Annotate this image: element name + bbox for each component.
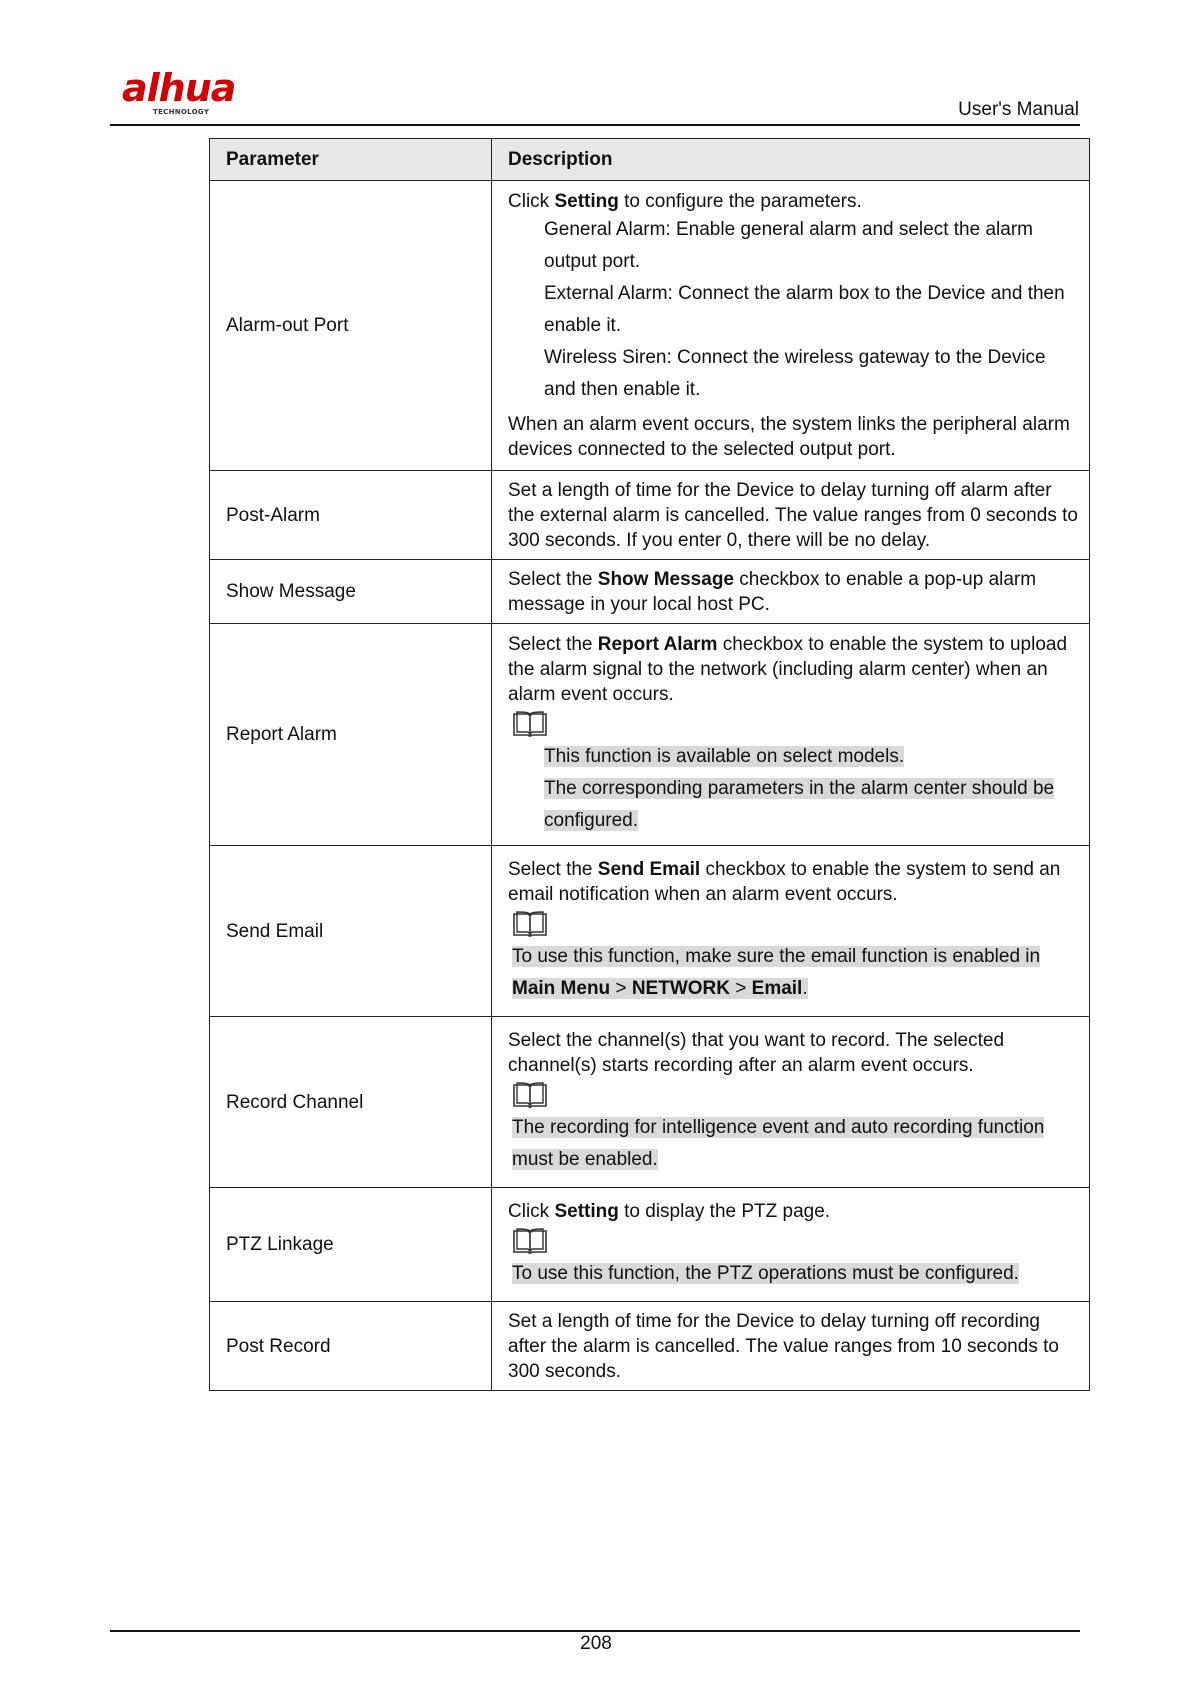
param-cell: PTZ Linkage (210, 1188, 492, 1302)
text: Select the (508, 568, 598, 590)
param-cell: Alarm-out Port (210, 181, 492, 471)
description-cell (492, 1188, 1090, 1302)
param-cell: Send Email (210, 846, 492, 1017)
description-cell (492, 471, 1090, 560)
text: To use this function, make sure the email function is enabled in (512, 946, 1041, 967)
dahua-logo (120, 66, 260, 122)
param-cell: Post Record (210, 1302, 492, 1391)
menu-path-main: Main Menu (512, 978, 611, 999)
text: . (802, 978, 808, 999)
text: Click (508, 1201, 555, 1222)
desc-text: Set a length of time for the Device to delay turning off recording after the alarm is cancelled. The value ranges from 10 seconds to 300 seconds. (508, 1310, 1059, 1382)
note-text (512, 946, 1040, 999)
note-text: This function is available on select models. (544, 746, 905, 767)
ui-term: Send Email (597, 859, 701, 880)
text: to configure the parameters. (618, 191, 862, 212)
list-item: External Alarm: Connect the alarm box to the Device and then enable it. (544, 283, 1065, 336)
description-cell (492, 181, 1090, 471)
desc-outro: When an alarm event occurs, the system links the peripheral alarm devices connected to the selected output port. (508, 414, 1070, 460)
note-text: The recording for intelligence event and auto recording function must be enabled. (512, 1117, 1045, 1170)
text: checkbox to enable the system to upload the alarm signal to the network (including alarm center) when an alarm event occurs. (508, 634, 1068, 705)
book-icon (512, 1228, 548, 1256)
menu-path-email: Email (751, 978, 803, 999)
note-item (544, 741, 1081, 773)
note-text: To use this function, the PTZ operations must be configured. (512, 1263, 1019, 1284)
ui-term: Setting (554, 1201, 619, 1222)
param-cell: Report Alarm (210, 624, 492, 846)
table-row (210, 560, 1090, 624)
text: checkbox to enable the system to send an email notification when an alarm event occurs. (508, 859, 1061, 905)
desc-text (508, 567, 1081, 617)
text: Select the (508, 634, 598, 655)
list-item: Wireless Siren: Connect the wireless gateway to the Device and then enable it. (544, 347, 1046, 400)
desc-text (508, 1199, 1081, 1224)
book-icon (512, 711, 548, 739)
note-item (512, 941, 1081, 1005)
table-header-row (210, 139, 1090, 181)
description-cell (492, 846, 1090, 1017)
table-row (210, 624, 1090, 846)
table-row (210, 1302, 1090, 1391)
table-row (210, 846, 1090, 1017)
note-text: The corresponding parameters in the alarm center should be configured. (544, 778, 1055, 831)
param-cell: Show Message (210, 560, 492, 624)
path-separator: > (729, 978, 752, 999)
page-number: 208 (580, 1633, 612, 1654)
desc-intro (508, 189, 1081, 214)
param-cell: Record Channel (210, 1017, 492, 1188)
text: to display the PTZ page. (618, 1201, 831, 1222)
description-cell (492, 624, 1090, 846)
logo-wordmark: alhua (122, 66, 236, 110)
parameter-table (209, 138, 1090, 1391)
desc-text (508, 857, 1081, 907)
ui-term: Show Message (597, 568, 734, 590)
ui-term: Setting (554, 191, 619, 212)
text: Click (508, 191, 555, 212)
book-icon (512, 911, 548, 939)
footer-rule (110, 1630, 1080, 1632)
param-cell: Post-Alarm (210, 471, 492, 560)
table-row (210, 1188, 1090, 1302)
note-item (512, 1112, 1081, 1176)
table-row (210, 181, 1090, 471)
table-row (210, 471, 1090, 560)
book-icon (512, 1082, 548, 1110)
note-item (512, 1258, 1081, 1290)
path-separator: > (610, 978, 632, 999)
ui-term: Report Alarm (597, 634, 718, 655)
description-cell (492, 560, 1090, 624)
logo-tagline: TECHNOLOGY (153, 108, 210, 116)
description-cell (492, 1302, 1090, 1391)
note-item (544, 773, 1081, 837)
desc-text (508, 632, 1081, 707)
column-header-description: Description (492, 139, 1090, 181)
menu-path-network: NETWORK (631, 978, 730, 999)
column-header-parameter: Parameter (210, 139, 492, 181)
text: Select the (508, 859, 598, 880)
table-row (210, 1017, 1090, 1188)
list-item: General Alarm: Enable general alarm and select the alarm output port. (544, 219, 1033, 272)
description-cell (492, 1017, 1090, 1188)
header-rule (110, 124, 1080, 126)
manual-title: User's Manual (958, 99, 1079, 120)
text: checkbox to enable a pop-up alarm message in your local host PC. (508, 568, 1037, 615)
desc-text: Set a length of time for the Device to delay turning off alarm after the external alarm is cancelled. The value ranges from 0 seconds to 300 seconds. If you enter 0, there will be no delay. (508, 479, 1078, 551)
desc-text: Select the channel(s) that you want to record. The selected channel(s) starts recording after an alarm event occurs. (508, 1030, 1005, 1076)
